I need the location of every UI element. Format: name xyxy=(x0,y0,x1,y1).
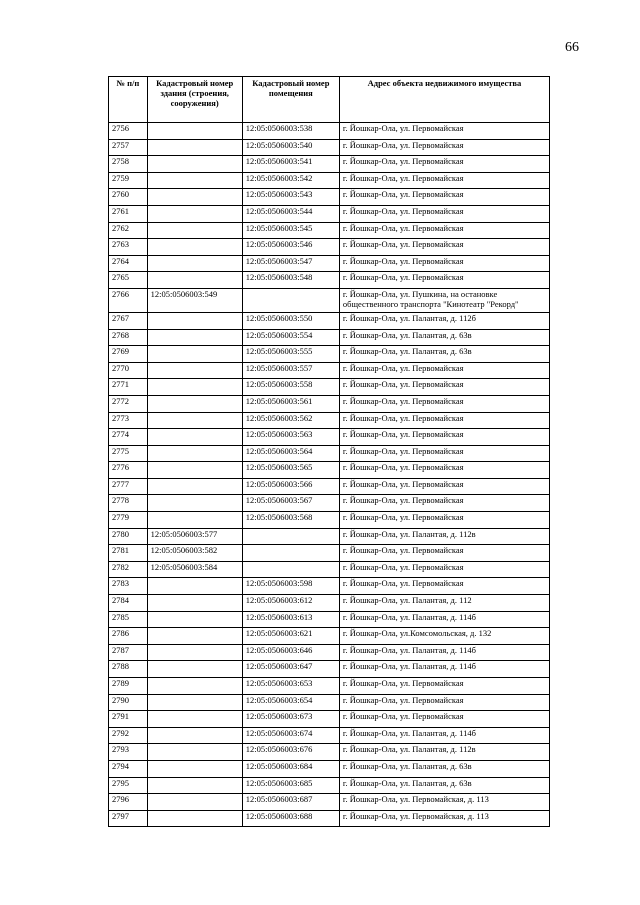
premises-cadastral-cell: 12:05:0506003:598 xyxy=(242,578,339,595)
page-number: 66 xyxy=(565,40,579,55)
table-row xyxy=(109,760,550,777)
table-row xyxy=(109,678,550,695)
premises-cadastral-cell: 12:05:0506003:543 xyxy=(242,189,339,206)
table-row xyxy=(109,123,550,140)
table-row xyxy=(109,312,550,329)
building-cadastral-cell xyxy=(147,346,242,363)
address-cell: г. Йошкар-Ола, ул. Первомайская xyxy=(339,222,549,239)
address-cell: г. Йошкар-Ола, ул. Первомайская xyxy=(339,395,549,412)
premises-cadastral-cell: 12:05:0506003:568 xyxy=(242,512,339,529)
address-cell: г. Йошкар-Ола, ул. Палантая, д. 112в xyxy=(339,744,549,761)
row-number-cell: 2797 xyxy=(109,810,148,827)
premises-cadastral-cell: 12:05:0506003:674 xyxy=(242,727,339,744)
building-cadastral-cell xyxy=(147,611,242,628)
row-number-cell: 2792 xyxy=(109,727,148,744)
table-row xyxy=(109,727,550,744)
premises-cadastral-cell: 12:05:0506003:558 xyxy=(242,379,339,396)
table-row xyxy=(109,578,550,595)
premises-cadastral-cell: 12:05:0506003:673 xyxy=(242,711,339,728)
row-number-cell: 2790 xyxy=(109,694,148,711)
address-cell: г. Йошкар-Ола, ул. Первомайская xyxy=(339,445,549,462)
address-cell: г. Йошкар-Ола, ул. Палантая, д. 112 xyxy=(339,595,549,612)
premises-cadastral-cell xyxy=(242,528,339,545)
building-cadastral-cell xyxy=(147,395,242,412)
address-cell: г. Йошкар-Ола, ул. Палантая, д. 114б xyxy=(339,661,549,678)
table-row xyxy=(109,462,550,479)
row-number-cell: 2791 xyxy=(109,711,148,728)
row-number-cell: 2760 xyxy=(109,189,148,206)
table-row xyxy=(109,272,550,289)
building-cadastral-cell xyxy=(147,272,242,289)
address-cell: г. Йошкар-Ола, ул. Первомайская xyxy=(339,189,549,206)
premises-cadastral-cell: 12:05:0506003:613 xyxy=(242,611,339,628)
premises-cadastral-cell: 12:05:0506003:654 xyxy=(242,694,339,711)
building-cadastral-cell xyxy=(147,744,242,761)
building-cadastral-cell xyxy=(147,711,242,728)
address-cell: г. Йошкар-Ола, ул. Первомайская xyxy=(339,462,549,479)
address-cell: г. Йошкар-Ола, ул. Первомайская xyxy=(339,495,549,512)
building-cadastral-cell xyxy=(147,661,242,678)
building-cadastral-cell xyxy=(147,727,242,744)
table-row xyxy=(109,156,550,173)
address-cell: г. Йошкар-Ола, ул. Первомайская, д. 113 xyxy=(339,810,549,827)
address-cell: г. Йошкар-Ола, ул. Палантая, д. 63в xyxy=(339,760,549,777)
row-number-cell: 2787 xyxy=(109,644,148,661)
building-cadastral-cell xyxy=(147,255,242,272)
building-cadastral-cell: 12:05:0506003:549 xyxy=(147,288,242,312)
table-row xyxy=(109,794,550,811)
row-number-cell: 2782 xyxy=(109,561,148,578)
premises-cadastral-cell: 12:05:0506003:567 xyxy=(242,495,339,512)
address-cell: г. Йошкар-Ола, ул. Первомайская xyxy=(339,678,549,695)
row-number-cell: 2773 xyxy=(109,412,148,429)
building-cadastral-cell xyxy=(147,495,242,512)
premises-cadastral-cell: 12:05:0506003:541 xyxy=(242,156,339,173)
premises-cadastral-cell xyxy=(242,545,339,562)
building-cadastral-cell xyxy=(147,462,242,479)
address-cell: г. Йошкар-Ола, ул. Первомайская xyxy=(339,379,549,396)
row-number-cell: 2786 xyxy=(109,628,148,645)
row-number-cell: 2756 xyxy=(109,123,148,140)
table-row xyxy=(109,139,550,156)
building-cadastral-cell xyxy=(147,760,242,777)
table-row xyxy=(109,644,550,661)
address-cell: г. Йошкар-Ола, ул. Первомайская xyxy=(339,239,549,256)
row-number-cell: 2783 xyxy=(109,578,148,595)
building-cadastral-cell xyxy=(147,139,242,156)
row-number-cell: 2770 xyxy=(109,362,148,379)
address-cell: г. Йошкар-Ола, ул. Палантая, д. 112б xyxy=(339,312,549,329)
table-row xyxy=(109,744,550,761)
row-number-cell: 2795 xyxy=(109,777,148,794)
row-number-cell: 2789 xyxy=(109,678,148,695)
address-cell: г. Йошкар-Ола, ул. Первомайская, д. 113 xyxy=(339,794,549,811)
table-row xyxy=(109,379,550,396)
table-row xyxy=(109,346,550,363)
building-cadastral-cell xyxy=(147,445,242,462)
building-cadastral-cell: 12:05:0506003:577 xyxy=(147,528,242,545)
row-number-cell: 2796 xyxy=(109,794,148,811)
premises-cadastral-cell: 12:05:0506003:538 xyxy=(242,123,339,140)
building-cadastral-cell xyxy=(147,172,242,189)
premises-cadastral-cell: 12:05:0506003:566 xyxy=(242,478,339,495)
address-cell: г. Йошкар-Ола, ул. Первомайская xyxy=(339,478,549,495)
row-number-cell: 2765 xyxy=(109,272,148,289)
building-cadastral-cell xyxy=(147,478,242,495)
premises-cadastral-cell: 12:05:0506003:688 xyxy=(242,810,339,827)
row-number-cell: 2771 xyxy=(109,379,148,396)
table-row xyxy=(109,628,550,645)
address-cell: г. Йошкар-Ола, ул. Первомайская xyxy=(339,512,549,529)
row-number-cell: 2764 xyxy=(109,255,148,272)
table-row xyxy=(109,478,550,495)
table-row xyxy=(109,561,550,578)
premises-cadastral-cell: 12:05:0506003:621 xyxy=(242,628,339,645)
premises-cadastral-cell: 12:05:0506003:564 xyxy=(242,445,339,462)
table-row xyxy=(109,445,550,462)
row-number-cell: 2759 xyxy=(109,172,148,189)
row-number-cell: 2794 xyxy=(109,760,148,777)
building-cadastral-cell xyxy=(147,810,242,827)
address-cell: г. Йошкар-Ола, ул. Первомайская xyxy=(339,545,549,562)
premises-cadastral-cell: 12:05:0506003:676 xyxy=(242,744,339,761)
row-number-cell: 2769 xyxy=(109,346,148,363)
building-cadastral-cell xyxy=(147,595,242,612)
address-cell: г. Йошкар-Ола, ул. Первомайская xyxy=(339,578,549,595)
table-row xyxy=(109,694,550,711)
table-row xyxy=(109,595,550,612)
building-cadastral-cell xyxy=(147,312,242,329)
row-number-cell: 2758 xyxy=(109,156,148,173)
table-row xyxy=(109,512,550,529)
premises-cadastral-cell: 12:05:0506003:542 xyxy=(242,172,339,189)
building-cadastral-cell xyxy=(147,777,242,794)
row-number-cell: 2784 xyxy=(109,595,148,612)
building-cadastral-cell xyxy=(147,628,242,645)
row-number-cell: 2785 xyxy=(109,611,148,628)
row-number-cell: 2774 xyxy=(109,429,148,446)
table-header-row xyxy=(109,77,550,123)
building-cadastral-cell xyxy=(147,794,242,811)
row-number-cell: 2777 xyxy=(109,478,148,495)
premises-cadastral-cell: 12:05:0506003:612 xyxy=(242,595,339,612)
address-cell: г. Йошкар-Ола, ул.Комсомольская, д. 132 xyxy=(339,628,549,645)
address-cell: г. Йошкар-Ола, ул. Первомайская xyxy=(339,272,549,289)
premises-cadastral-cell: 12:05:0506003:555 xyxy=(242,346,339,363)
table-row xyxy=(109,810,550,827)
premises-cadastral-cell: 12:05:0506003:544 xyxy=(242,205,339,222)
table-row xyxy=(109,711,550,728)
row-number-cell: 2778 xyxy=(109,495,148,512)
row-number-cell: 2772 xyxy=(109,395,148,412)
row-number-cell: 2776 xyxy=(109,462,148,479)
building-cadastral-cell xyxy=(147,205,242,222)
row-number-cell: 2788 xyxy=(109,661,148,678)
table-row xyxy=(109,255,550,272)
address-cell: г. Йошкар-Ола, ул. Палантая, д. 63в xyxy=(339,777,549,794)
address-cell: г. Йошкар-Ола, ул. Палантая, д. 63в xyxy=(339,346,549,363)
row-number-cell: 2757 xyxy=(109,139,148,156)
premises-cadastral-cell xyxy=(242,288,339,312)
premises-cadastral-cell: 12:05:0506003:565 xyxy=(242,462,339,479)
premises-cadastral-cell: 12:05:0506003:562 xyxy=(242,412,339,429)
address-cell: г. Йошкар-Ола, ул. Палантая, д. 114б xyxy=(339,611,549,628)
table-row xyxy=(109,545,550,562)
building-cadastral-cell xyxy=(147,222,242,239)
table-row xyxy=(109,362,550,379)
address-cell: г. Йошкар-Ола, ул. Первомайская xyxy=(339,156,549,173)
table-row xyxy=(109,777,550,794)
premises-cadastral-cell: 12:05:0506003:550 xyxy=(242,312,339,329)
table-body xyxy=(109,123,550,827)
table-row xyxy=(109,329,550,346)
premises-cadastral-cell: 12:05:0506003:546 xyxy=(242,239,339,256)
property-register-table xyxy=(108,76,550,827)
building-cadastral-cell xyxy=(147,412,242,429)
premises-cadastral-cell: 12:05:0506003:687 xyxy=(242,794,339,811)
building-cadastral-cell xyxy=(147,694,242,711)
address-cell: г. Йошкар-Ола, ул. Первомайская xyxy=(339,205,549,222)
row-number-cell: 2767 xyxy=(109,312,148,329)
building-cadastral-cell xyxy=(147,678,242,695)
row-number-cell: 2775 xyxy=(109,445,148,462)
premises-cadastral-cell: 12:05:0506003:561 xyxy=(242,395,339,412)
building-cadastral-cell: 12:05:0506003:584 xyxy=(147,561,242,578)
premises-cadastral-cell: 12:05:0506003:557 xyxy=(242,362,339,379)
address-cell: г. Йошкар-Ола, ул. Палантая, д. 112в xyxy=(339,528,549,545)
address-cell: г. Йошкар-Ола, ул. Палантая, д. 114б xyxy=(339,727,549,744)
premises-cadastral-cell: 12:05:0506003:647 xyxy=(242,661,339,678)
building-cadastral-cell xyxy=(147,578,242,595)
address-cell: г. Йошкар-Ола, ул. Первомайская xyxy=(339,561,549,578)
premises-cadastral-cell: 12:05:0506003:563 xyxy=(242,429,339,446)
premises-cadastral-cell: 12:05:0506003:684 xyxy=(242,760,339,777)
building-cadastral-cell xyxy=(147,644,242,661)
row-number-cell: 2793 xyxy=(109,744,148,761)
row-number-cell: 2780 xyxy=(109,528,148,545)
premises-cadastral-cell: 12:05:0506003:548 xyxy=(242,272,339,289)
table-row xyxy=(109,222,550,239)
address-cell: г. Йошкар-Ола, ул. Первомайская xyxy=(339,362,549,379)
address-cell: г. Йошкар-Ола, ул. Первомайская xyxy=(339,412,549,429)
building-cadastral-cell: 12:05:0506003:582 xyxy=(147,545,242,562)
building-cadastral-cell xyxy=(147,123,242,140)
premises-cadastral-cell: 12:05:0506003:547 xyxy=(242,255,339,272)
premises-cadastral-cell: 12:05:0506003:685 xyxy=(242,777,339,794)
address-cell: г. Йошкар-Ола, ул. Первомайская xyxy=(339,429,549,446)
table-row xyxy=(109,395,550,412)
table-row xyxy=(109,661,550,678)
premises-cadastral-cell: 12:05:0506003:554 xyxy=(242,329,339,346)
row-number-cell: 2763 xyxy=(109,239,148,256)
table-row xyxy=(109,611,550,628)
building-cadastral-cell xyxy=(147,379,242,396)
address-cell: г. Йошкар-Ола, ул. Первомайская xyxy=(339,172,549,189)
table-row xyxy=(109,172,550,189)
row-number-cell: 2766 xyxy=(109,288,148,312)
address-cell: г. Йошкар-Ола, ул. Пушкина, на остановке общественного транспорта "Кинотеатр "Рекорд" xyxy=(339,288,549,312)
table-row xyxy=(109,239,550,256)
row-number-cell: 2761 xyxy=(109,205,148,222)
table-row xyxy=(109,205,550,222)
table-row xyxy=(109,429,550,446)
table-row xyxy=(109,288,550,312)
address-cell: г. Йошкар-Ола, ул. Палантая, д. 114б xyxy=(339,644,549,661)
premises-cadastral-cell: 12:05:0506003:545 xyxy=(242,222,339,239)
building-cadastral-cell xyxy=(147,329,242,346)
building-cadastral-cell xyxy=(147,156,242,173)
table-row xyxy=(109,189,550,206)
address-cell: г. Йошкар-Ола, ул. Первомайская xyxy=(339,711,549,728)
row-number-cell: 2768 xyxy=(109,329,148,346)
header-property-address: Адрес объекта недвижимого имущества xyxy=(339,77,549,123)
header-building-cadastral-number: Кадастровый номер здания (строения, сооружения) xyxy=(147,77,242,123)
table-row xyxy=(109,528,550,545)
building-cadastral-cell xyxy=(147,429,242,446)
building-cadastral-cell xyxy=(147,189,242,206)
premises-cadastral-cell: 12:05:0506003:653 xyxy=(242,678,339,695)
premises-cadastral-cell: 12:05:0506003:646 xyxy=(242,644,339,661)
address-cell: г. Йошкар-Ола, ул. Первомайская xyxy=(339,123,549,140)
address-cell: г. Йошкар-Ола, ул. Первомайская xyxy=(339,139,549,156)
address-cell: г. Йошкар-Ола, ул. Первомайская xyxy=(339,694,549,711)
address-cell: г. Йошкар-Ола, ул. Первомайская xyxy=(339,255,549,272)
building-cadastral-cell xyxy=(147,239,242,256)
address-cell: г. Йошкар-Ола, ул. Палантая, д. 63в xyxy=(339,329,549,346)
row-number-cell: 2779 xyxy=(109,512,148,529)
premises-cadastral-cell xyxy=(242,561,339,578)
building-cadastral-cell xyxy=(147,512,242,529)
table-row xyxy=(109,495,550,512)
premises-cadastral-cell: 12:05:0506003:540 xyxy=(242,139,339,156)
header-row-number: № п/п xyxy=(109,77,148,123)
row-number-cell: 2762 xyxy=(109,222,148,239)
row-number-cell: 2781 xyxy=(109,545,148,562)
table-row xyxy=(109,412,550,429)
header-premises-cadastral-number: Кадастровый номер помещения xyxy=(242,77,339,123)
building-cadastral-cell xyxy=(147,362,242,379)
